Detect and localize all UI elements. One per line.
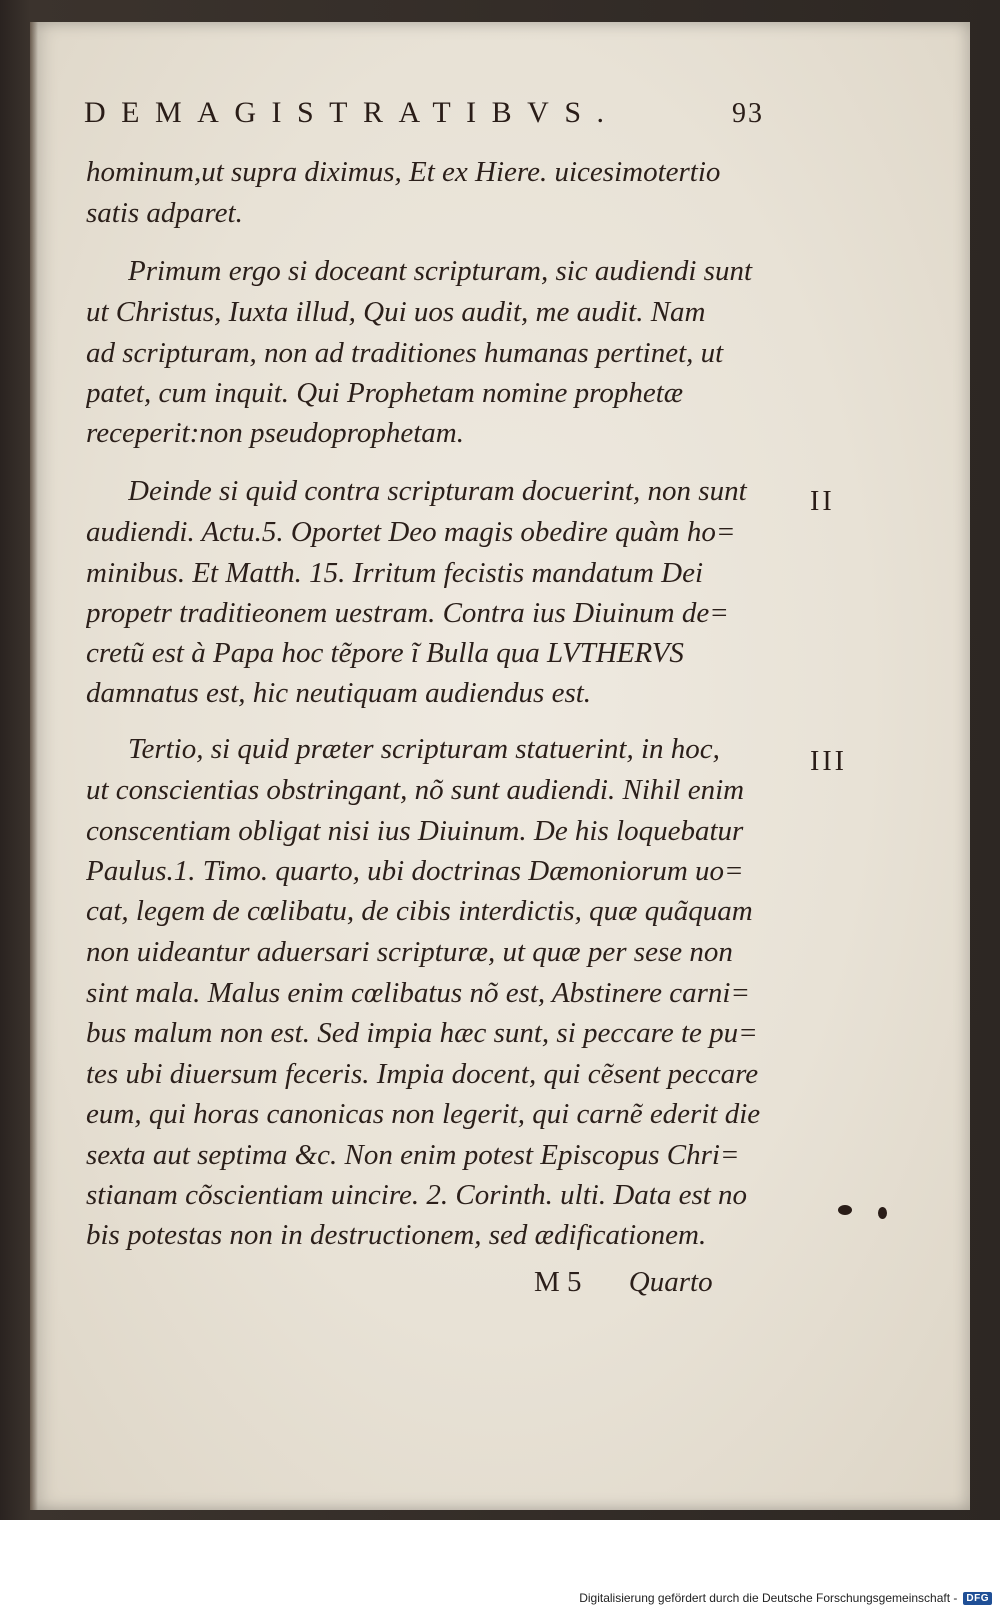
catchword: Quarto	[628, 1266, 713, 1298]
text-line: sexta aut septima &c. Non enim potest Episcopus Chri=	[86, 1139, 740, 1171]
text-line: satis adparet.	[86, 197, 243, 229]
running-header	[84, 96, 764, 136]
page-gutter-shadow	[30, 22, 38, 1510]
text-line: sint mala. Malus enim cœlibatus nõ est, Abstinere carni=	[86, 977, 750, 1009]
text-line: Deinde si quid contra scripturam docuerint, non sunt	[128, 475, 747, 507]
text-line: patet, cum inquit. Qui Prophetam nomine prophetæ	[86, 377, 684, 409]
text-line: tes ubi diuersum feceris. Impia docent, qui cẽsent peccare	[86, 1058, 759, 1090]
text-line: propetr traditieonem uestram. Contra ius Diuinum de=	[86, 597, 729, 629]
ink-blot	[878, 1207, 887, 1219]
text-line: non uideantur aduersari scripturæ, ut quæ per sese non	[86, 936, 733, 968]
text-line: ut conscientias obstringant, nõ sunt audiendi. Nihil enim	[86, 774, 745, 806]
text-line: ut Christus, Iuxta illud, Qui uos audit, me audit. Nam	[86, 296, 706, 328]
catchword-line	[534, 1262, 760, 1302]
page-number: 93	[732, 98, 764, 129]
running-title: DEMAGISTRATIBVS.	[84, 96, 620, 129]
signature-mark: M 5	[534, 1266, 582, 1298]
margin-number-iii: III	[810, 746, 847, 777]
text-line: damnatus est, hic neutiquam audiendus est.	[86, 677, 592, 709]
text-line: hominum,ut supra diximus, Et ex Hiere. uicesimotertio	[86, 156, 721, 188]
dfg-logo: DFG	[963, 1592, 992, 1605]
text-line: ad scripturam, non ad traditiones humanas pertinet, ut	[86, 337, 724, 369]
text-line: cat, legem de cœlibatu, de cibis interdictis, quæ quãquam	[86, 895, 753, 927]
text-line: minibus. Et Matth. 15. Irritum fecistis mandatum Dei	[86, 557, 704, 589]
text-line: Tertio, si quid præter scripturam statuerint, in hoc,	[128, 733, 720, 765]
digitization-credit	[579, 1588, 992, 1608]
credit-text: Digitalisierung gefördert durch die Deutsche Forschungsgemeinschaft -	[579, 1591, 958, 1605]
text-line: audiendi. Actu.5. Oportet Deo magis obedire quàm ho=	[86, 516, 736, 548]
text-line: bus malum non est. Sed impia hæc sunt, si peccare te pu=	[86, 1017, 758, 1049]
text-line: stianam cõscientiam uincire. 2. Corinth. ulti. Data est no	[86, 1179, 748, 1211]
text-line: bis potestas non in destructionem, sed ædificationem.	[86, 1219, 707, 1251]
margin-number-ii: II	[810, 486, 835, 517]
text-line: conscentiam obligat nisi ius Diuinum. De his loquebatur	[86, 815, 744, 847]
ink-blot	[838, 1205, 852, 1215]
text-line: Primum ergo si doceant scripturam, sic audiendi sunt	[128, 255, 752, 287]
text-line: cretũ est à Papa hoc tẽpore ĩ Bulla qua LVTHERVS	[86, 637, 684, 669]
text-line: eum, qui horas canonicas non legerit, qui carnẽ ederit die	[86, 1098, 760, 1130]
text-line: receperit:non pseudoprophetam.	[86, 417, 464, 449]
text-line: Paulus.1. Timo. quarto, ubi doctrinas Dæmoniorum uo=	[86, 855, 744, 887]
